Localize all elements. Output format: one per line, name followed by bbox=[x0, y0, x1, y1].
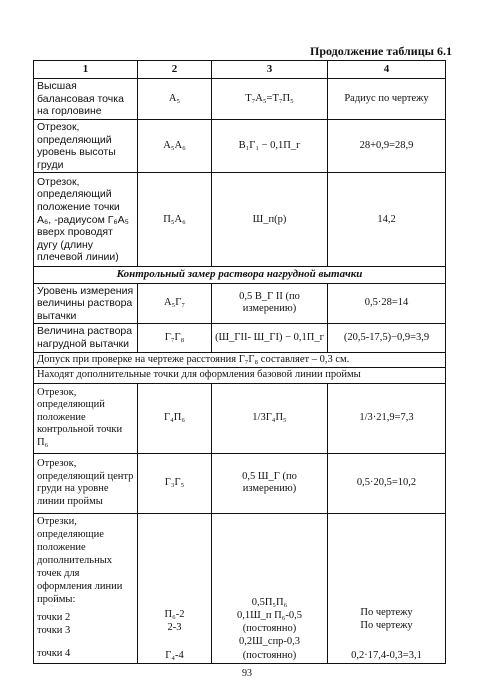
point-4-label: точки 4 bbox=[37, 647, 71, 659]
tolerance-note: Допуск при проверке на чертеже расстояния Г₇Г₈ составляет – 0,3 см. bbox=[34, 352, 446, 368]
row-formula: (Ш_ГII- Ш_ГI) − 0,1П_г bbox=[212, 324, 328, 352]
point-3-formula: 0,1Ш_п П₆-0,5 (постоянно) bbox=[236, 610, 303, 635]
row-formula bbox=[212, 513, 328, 663]
row-designation: Г₇Г₈ bbox=[138, 324, 212, 352]
row-designation: А₅А₆ bbox=[138, 119, 212, 172]
row-description: Величина раствора нагрудной вытачки bbox=[34, 324, 138, 352]
row-formula: 0,5 Ш_Г (по измерению) bbox=[212, 453, 328, 513]
row-calculation: 0,5·20,5=10,2 bbox=[328, 453, 446, 513]
table-row bbox=[34, 324, 446, 352]
armhole-note: Находят дополнительные точки для оформления базовой линии проймы bbox=[34, 368, 446, 384]
row-calculation: 1/3·21,9=7,3 bbox=[328, 383, 446, 453]
table-row bbox=[34, 383, 446, 453]
point-2-formula: 0,5П₅П₆ bbox=[251, 597, 288, 609]
row-formula: 0,5 В_Г II (по измерению) bbox=[212, 283, 328, 324]
point-4-designation: Г₄-4 bbox=[165, 649, 184, 661]
row-calculation: 0,5·28=14 bbox=[328, 283, 446, 324]
row-description: Высшая балансовая точка на горловине bbox=[34, 79, 138, 120]
header-col-4: 4 bbox=[328, 61, 446, 79]
row-calculation: Радиус по чертежу bbox=[328, 79, 446, 120]
row-calculation: 14,2 bbox=[328, 173, 446, 267]
row-description: Отрезок, определяющий центр груди на уровне линии проймы bbox=[34, 453, 138, 513]
table-caption: Продолжение таблицы 6.1 bbox=[309, 44, 452, 58]
point-3-calculation: По чертежу bbox=[360, 620, 413, 632]
row-calculation bbox=[328, 513, 446, 663]
header-col-3: 3 bbox=[212, 61, 328, 79]
note-row bbox=[34, 368, 446, 384]
row-description bbox=[34, 513, 138, 663]
point-4-formula: 0,2Ш_спр-0,3 (постоянно) bbox=[238, 636, 301, 661]
header-col-1: 1 bbox=[34, 61, 138, 79]
armhole-points-intro: Отрезки, определяющие положение дополнительных точек для оформления линии проймы: bbox=[37, 515, 123, 606]
header-col-2: 2 bbox=[138, 61, 212, 79]
point-3-label: точки 3 bbox=[37, 624, 71, 636]
section-row bbox=[34, 267, 446, 283]
row-formula: Т₇А₅=Т₇П₅ bbox=[212, 79, 328, 120]
row-description: Уровень измерения величины раствора вытачки bbox=[34, 283, 138, 324]
point-2-calculation: По чертежу bbox=[360, 607, 413, 619]
table-row bbox=[34, 173, 446, 267]
row-description: Отрезок, определяющий положение точки А₆, -радиусом Г₆А₅ вверх проводят дугу (длину плечевой линии) bbox=[34, 173, 138, 267]
row-designation: П₅А₆ bbox=[138, 173, 212, 267]
table-row bbox=[34, 119, 446, 172]
row-description: Отрезок, определяющий уровень высоты груди bbox=[34, 119, 138, 172]
note-row bbox=[34, 352, 446, 368]
point-3-designation: 2-3 bbox=[167, 622, 182, 634]
row-formula: В₁Г₁ − 0,1П_г bbox=[212, 119, 328, 172]
point-2-label: точки 2 bbox=[37, 611, 71, 623]
row-formula: 1/3Г₄П₅ bbox=[212, 383, 328, 453]
row-designation: А₅Г₇ bbox=[138, 283, 212, 324]
row-designation: Г₄П₆ bbox=[138, 383, 212, 453]
page-number: 93 bbox=[242, 668, 252, 679]
data-table bbox=[33, 60, 446, 664]
point-2-designation: П₆-2 bbox=[164, 609, 185, 621]
point-4-calculation: 0,2·17,4-0,3=3,1 bbox=[351, 649, 422, 661]
row-designation: Г₃Г₅ bbox=[138, 453, 212, 513]
table-header-row bbox=[34, 61, 446, 79]
table-row bbox=[34, 79, 446, 120]
row-designation bbox=[138, 513, 212, 663]
row-calculation: (20,5-17,5)−0,9=3,9 bbox=[328, 324, 446, 352]
row-formula: Ш_п(р) bbox=[212, 173, 328, 267]
row-calculation: 28+0,9=28,9 bbox=[328, 119, 446, 172]
row-designation: А₅ bbox=[138, 79, 212, 120]
table-row bbox=[34, 513, 446, 663]
section-title: Контрольный замер раствора нагрудной вытачки bbox=[34, 267, 446, 283]
table-row bbox=[34, 283, 446, 324]
table-row bbox=[34, 453, 446, 513]
row-description: Отрезок, определяющий положение контрольной точки П₆ bbox=[34, 383, 138, 453]
